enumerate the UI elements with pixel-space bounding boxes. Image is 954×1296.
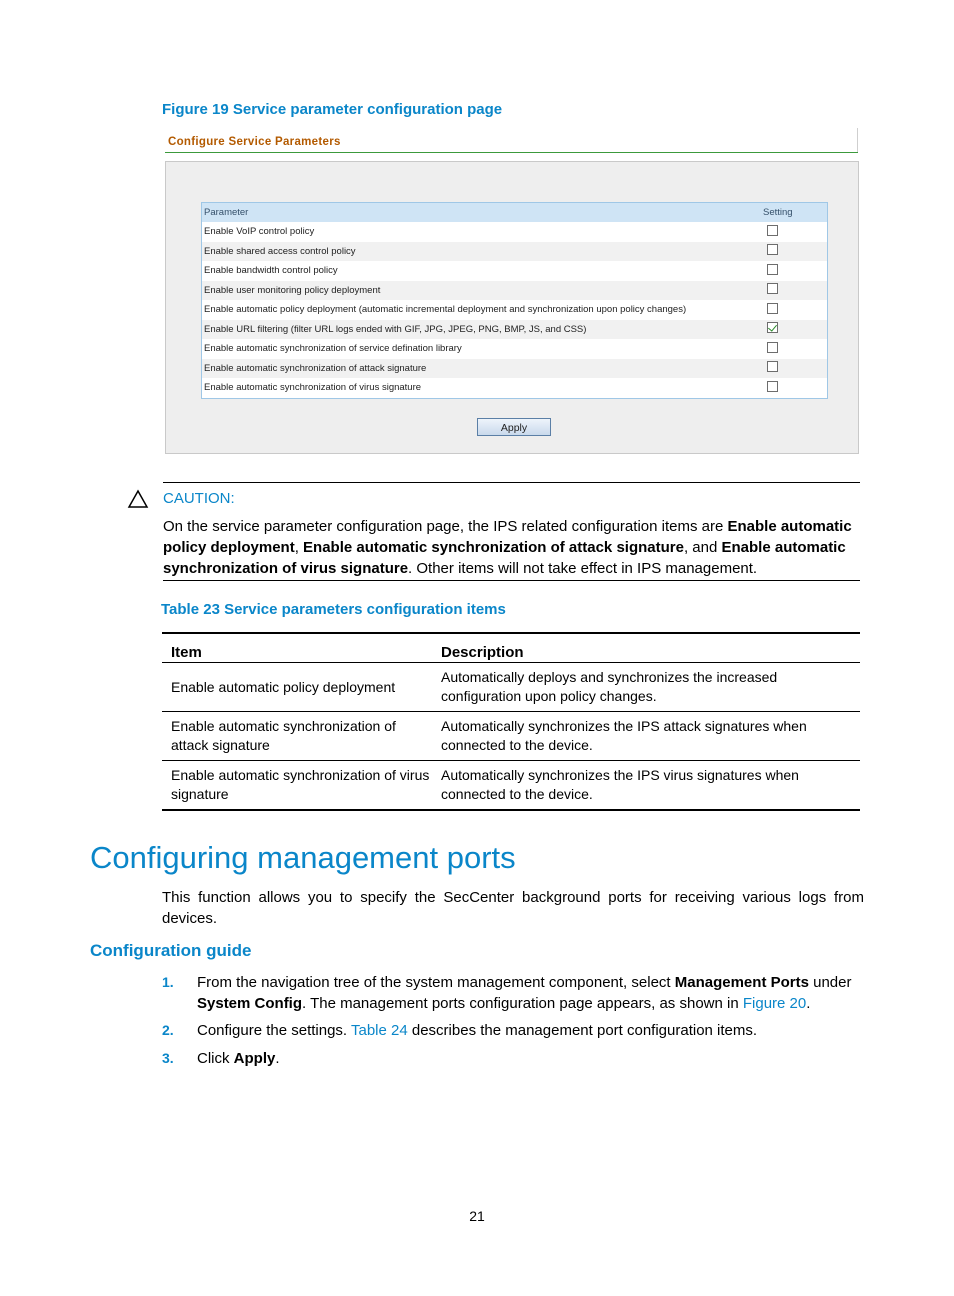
- parameter-row: [202, 222, 827, 242]
- items-table: [162, 632, 860, 811]
- caution-triangle-icon: [127, 489, 149, 514]
- service-parameters-panel: [165, 161, 859, 454]
- step-number: 3.: [162, 1050, 174, 1066]
- section-title: Configuring management ports: [90, 840, 516, 875]
- parameter-setting: [761, 342, 827, 356]
- parameter-setting: [761, 361, 827, 375]
- caution-top-rule: [163, 482, 860, 483]
- step-number: 2.: [162, 1022, 174, 1038]
- table-row: [162, 760, 860, 809]
- parameter-table-header: [202, 203, 827, 222]
- parameter-label: Enable automatic synchronization of virus signature: [204, 382, 422, 394]
- parameter-rows: [202, 222, 827, 398]
- parameter-table: [201, 202, 828, 399]
- column-parameter: Parameter: [204, 207, 249, 218]
- page-number: 21: [469, 1208, 485, 1224]
- row-item: Enable automatic synchronization of virus signature: [171, 767, 430, 802]
- parameter-setting: [761, 283, 827, 297]
- parameter-label: Enable user monitoring policy deployment: [204, 284, 381, 296]
- table-caption: Table 23 Service parameters configuration items: [161, 601, 506, 618]
- parameter-label: Enable automatic synchronization of attack signature: [204, 362, 427, 374]
- caution-text: On the service parameter configuration page, the IPS related configuration items are Enable automatic policy deployment, Enable automatic synchronization of attack signature, and Enable automatic synchronization of virus signature. Other items will not take effect in IPS management.: [163, 518, 852, 577]
- parameter-row: [202, 339, 827, 359]
- parameter-setting: [761, 264, 827, 278]
- parameter-setting: [761, 303, 827, 317]
- parameter-checkbox[interactable]: [767, 303, 778, 314]
- row-description: Automatically deploys and synchronizes the increased configuration upon policy changes.: [441, 669, 778, 704]
- parameter-checkbox[interactable]: [767, 225, 778, 236]
- items-table-header: [162, 634, 860, 662]
- parameter-label: Enable shared access control policy: [204, 245, 356, 257]
- parameter-checkbox[interactable]: [767, 322, 778, 333]
- parameter-checkbox[interactable]: [767, 361, 778, 372]
- parameter-row: [202, 359, 827, 379]
- row-description: Automatically synchronizes the IPS attack signatures when connected to the device.: [441, 718, 807, 753]
- subsection-title: Configuration guide: [90, 941, 252, 960]
- parameter-label: Enable bandwidth control policy: [204, 265, 338, 277]
- parameter-setting: [761, 381, 827, 395]
- parameter-checkbox[interactable]: [767, 264, 778, 275]
- panel-title-divider: [165, 152, 858, 153]
- parameter-checkbox[interactable]: [767, 381, 778, 392]
- parameter-label: Enable VoIP control policy: [204, 226, 315, 238]
- table-row: [162, 711, 860, 760]
- figure-caption: Figure 19 Service parameter configuration page: [162, 101, 503, 118]
- parameter-checkbox[interactable]: [767, 244, 778, 255]
- parameter-row: [202, 281, 827, 301]
- section-paragraph: This function allows you to specify the SecCenter background ports for receiving various logs from devices.: [162, 889, 864, 927]
- row-item: Enable automatic synchronization of attack signature: [171, 718, 396, 753]
- parameter-label: Enable automatic policy deployment (automatic incremental deployment and synchronization upon policy changes): [204, 304, 687, 316]
- table-24-link[interactable]: Table 24: [350, 1022, 408, 1039]
- parameter-label: Enable URL filtering (filter URL logs ended with GIF, JPG, JPEG, PNG, BMP, JS, and CSS): [204, 323, 587, 335]
- step-number: 1.: [162, 974, 174, 990]
- column-setting: Setting: [763, 207, 793, 218]
- parameter-label: Enable automatic synchronization of service defination library: [204, 343, 462, 355]
- step-text: From the navigation tree of the system management component, select Management Ports under System Config. The management ports configuration page appears, as shown in Figure 20.: [197, 974, 852, 1012]
- parameter-checkbox[interactable]: [767, 342, 778, 353]
- parameter-row: [202, 261, 827, 281]
- panel-title: Configure Service Parameters: [168, 136, 341, 148]
- apply-button[interactable]: Apply: [477, 418, 551, 436]
- parameter-row: [202, 242, 827, 262]
- parameter-row: [202, 300, 827, 320]
- parameter-setting: [761, 225, 827, 239]
- parameter-checkbox[interactable]: [767, 283, 778, 294]
- step-text: Configure the settings. Table 24 describes the management port configuration items.: [197, 1022, 758, 1039]
- step-text: Click Apply.: [197, 1050, 280, 1067]
- figure-20-link[interactable]: Figure 20: [742, 995, 807, 1012]
- row-item: Enable automatic policy deployment: [171, 678, 396, 695]
- caution-label: CAUTION:: [163, 490, 235, 507]
- parameter-row: [202, 378, 827, 398]
- parameter-row: [202, 320, 827, 340]
- header-description: Description: [441, 644, 524, 661]
- parameter-setting: [761, 322, 827, 336]
- table-row: [162, 662, 860, 711]
- caution-bottom-rule: [163, 580, 860, 581]
- header-item: Item: [171, 644, 202, 661]
- parameter-setting: [761, 244, 827, 258]
- row-description: Automatically synchronizes the IPS virus signatures when connected to the device.: [441, 767, 799, 802]
- panel-edge: [857, 128, 858, 152]
